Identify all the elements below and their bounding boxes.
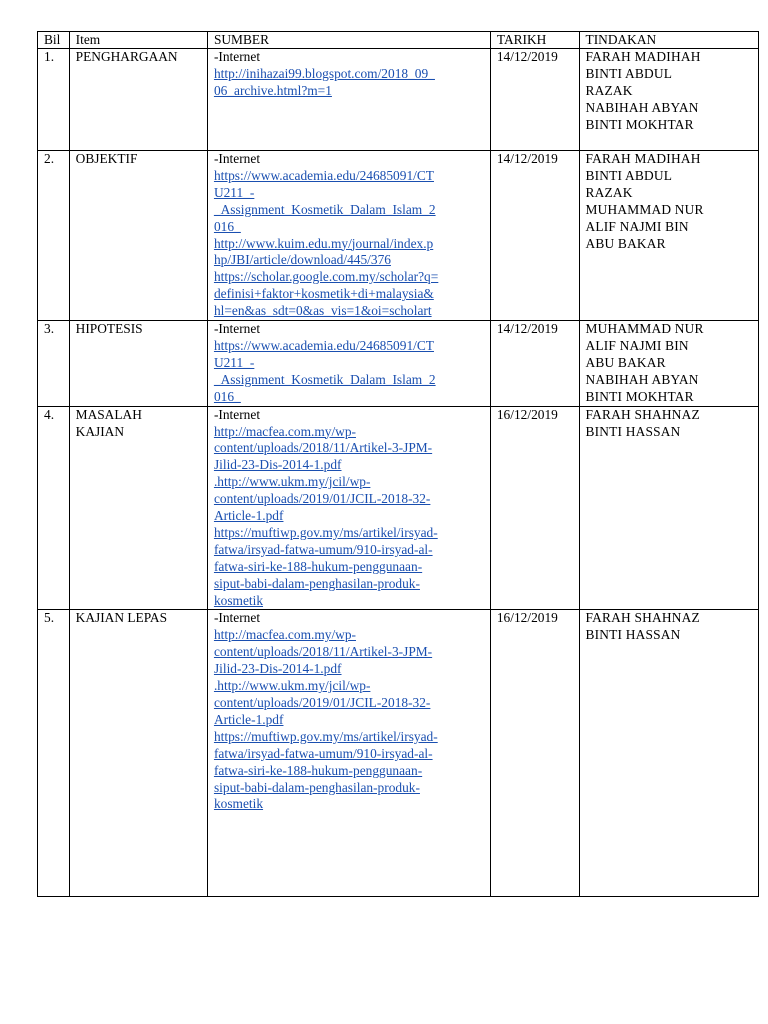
cell-sumber: [207, 321, 490, 407]
source-link[interactable]: kosmetik: [213, 796, 264, 812]
source-label: -Internet: [213, 151, 261, 166]
source-link[interactable]: fatwa/irsyad-fatwa-umum/910-irsyad-al-: [213, 541, 433, 557]
source-link[interactable]: siput-babi-dalam-penghasilan-produk-: [213, 779, 420, 795]
cell-sumber: [207, 610, 490, 897]
source-link[interactable]: 016_: [213, 388, 241, 404]
source-link[interactable]: Article-1.pdf: [213, 711, 284, 727]
source-link[interactable]: _Assignment_Kosmetik_Dalam_Islam_2: [213, 201, 436, 217]
source-link[interactable]: fatwa-siri-ke-188-hukum-penggunaan-: [213, 762, 423, 778]
cell-sumber: [207, 406, 490, 610]
source-link[interactable]: fatwa-siri-ke-188-hukum-penggunaan-: [213, 558, 423, 574]
source-link[interactable]: .http://www.ukm.my/jcil/wp-: [213, 474, 371, 490]
table-header-row: [38, 32, 759, 49]
source-link[interactable]: http://inihazai99.blogspot.com/2018_09_: [213, 65, 435, 81]
source-label: -Internet: [213, 610, 261, 626]
cell-sumber: [207, 49, 490, 151]
cell-item: MASALAH KAJIAN: [69, 406, 207, 610]
source-label: -Internet: [213, 406, 261, 422]
header-tindakan: TINDAKAN: [579, 32, 758, 49]
source-link[interactable]: 016_: [213, 218, 241, 234]
source-link[interactable]: https://scholar.google.com.my/scholar?q=: [213, 269, 439, 285]
cell-tarikh: 14/12/2019: [490, 49, 579, 151]
cell-bil: 4.: [38, 406, 70, 610]
source-link[interactable]: definisi+faktor+kosmetik+di+malaysia&: [213, 286, 434, 302]
document-page: [37, 31, 759, 897]
source-link[interactable]: http://macfea.com.my/wp-: [213, 627, 356, 643]
cell-item: PENGHARGAAN: [69, 49, 207, 151]
header-item: Item: [69, 32, 207, 49]
cell-item: KAJIAN LEPAS: [69, 610, 207, 897]
source-link[interactable]: Jilid-23-Dis-2014-1.pdf: [213, 457, 342, 473]
cell-sumber: [207, 151, 490, 321]
table-row: [38, 610, 759, 897]
cell-tarikh: 16/12/2019: [490, 610, 579, 897]
cell-tindakan: MUHAMMAD NUR ALIF NAJMI BIN ABU BAKAR NABIHAH ABYAN BINTI MOKHTAR: [579, 321, 758, 407]
source-label: -Internet: [213, 321, 261, 337]
cell-tarikh: 14/12/2019: [490, 321, 579, 407]
cell-item: OBJEKTIF: [69, 151, 207, 321]
source-link[interactable]: content/uploads/2019/01/JCIL-2018-32-: [213, 491, 431, 507]
cell-tarikh: 14/12/2019: [490, 151, 579, 321]
source-link[interactable]: content/uploads/2018/11/Artikel-3-JPM-: [213, 440, 433, 456]
table-row: [38, 151, 759, 321]
cell-bil: 5.: [38, 610, 70, 897]
cell-tindakan: FARAH MADIHAH BINTI ABDUL RAZAK NABIHAH ABYAN BINTI MOKHTAR: [579, 49, 758, 151]
source-link[interactable]: siput-babi-dalam-penghasilan-produk-: [213, 575, 420, 591]
source-link[interactable]: Article-1.pdf: [213, 508, 284, 524]
source-link[interactable]: kosmetik: [213, 592, 264, 608]
source-link[interactable]: https://www.academia.edu/24685091/CT: [213, 167, 434, 183]
cell-item: HIPOTESIS: [69, 321, 207, 407]
source-link[interactable]: U211_-: [213, 354, 255, 370]
source-link[interactable]: U211_-: [213, 184, 255, 200]
table-row: [38, 406, 759, 610]
source-link[interactable]: hp/JBI/article/download/445/376: [213, 252, 391, 268]
header-sumber: SUMBER: [207, 32, 490, 49]
source-link[interactable]: https://muftiwp.gov.my/ms/artikel/irsyad-: [213, 728, 438, 744]
source-link[interactable]: content/uploads/2018/11/Artikel-3-JPM-: [213, 644, 433, 660]
source-link[interactable]: _Assignment_Kosmetik_Dalam_Islam_2: [213, 371, 436, 387]
source-link[interactable]: http://macfea.com.my/wp-: [213, 423, 356, 439]
source-link[interactable]: http://www.kuim.edu.my/journal/index.p: [213, 235, 434, 251]
source-link[interactable]: https://muftiwp.gov.my/ms/artikel/irsyad-: [213, 524, 438, 540]
source-label: -Internet: [213, 49, 261, 64]
cell-tindakan: FARAH SHAHNAZ BINTI HASSAN: [579, 610, 758, 897]
header-tarikh: TARIKH: [490, 32, 579, 49]
activity-log-table: [37, 31, 759, 897]
cell-bil: 2.: [38, 151, 70, 321]
table-row: [38, 321, 759, 407]
table-row: [38, 49, 759, 151]
source-link[interactable]: content/uploads/2019/01/JCIL-2018-32-: [213, 695, 431, 710]
cell-bil: 1.: [38, 49, 70, 151]
cell-tindakan: FARAH MADIHAH BINTI ABDUL RAZAK MUHAMMAD NUR ALIF NAJMI BIN ABU BAKAR: [579, 151, 758, 321]
source-link[interactable]: Jilid-23-Dis-2014-1.pdf: [213, 661, 342, 677]
cell-tindakan: FARAH SHAHNAZ BINTI HASSAN: [579, 406, 758, 610]
source-link[interactable]: hl=en&as_sdt=0&as_vis=1&oi=scholart: [213, 303, 432, 319]
cell-tarikh: 16/12/2019: [490, 406, 579, 610]
source-link[interactable]: 06_archive.html?m=1: [213, 82, 332, 98]
source-link[interactable]: .http://www.ukm.my/jcil/wp-: [213, 678, 371, 694]
source-link[interactable]: fatwa/irsyad-fatwa-umum/910-irsyad-al-: [213, 745, 433, 761]
source-link[interactable]: https://www.academia.edu/24685091/CT: [213, 337, 434, 353]
header-bil: Bil: [38, 32, 70, 49]
cell-bil: 3.: [38, 321, 70, 407]
